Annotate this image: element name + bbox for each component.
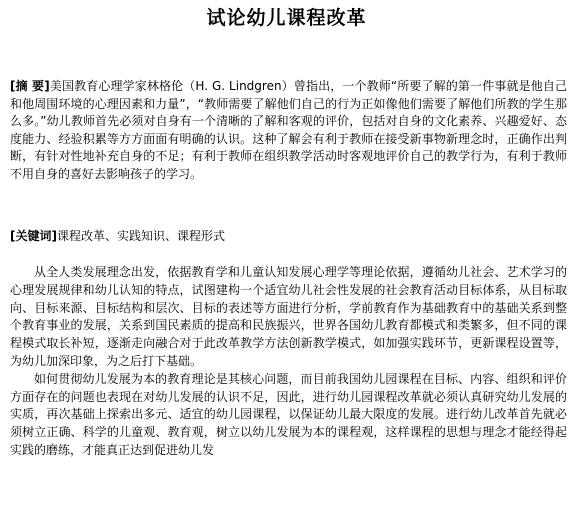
document-title: 试论幼儿课程改革 (206, 7, 367, 29)
keywords-line (10, 228, 567, 246)
abstract-text: 美国教育心理学家林格伦（H. G. Lindgren）曾指出，一个教师“所要了解的第一件事就是他自己和他周围环境的心理因素和力量”，“教师需要了解他们自己的行为正如像他们需要了解他们所教的学生那么多。”幼儿教师首先必须对自身有一个清晰的了解和客观的评价，包括对自身的文化素养、兴趣爱好、态度能力、经验积累等方方面面有明确的认识。这种了解会有利于教师在接受新事物新理念时，正确作出判断，有针对性地补充自身的不足；有利于教师在组织教学活动时客观地评价自己的教学行为，有利于教师不用自身的喜好去影响孩子的学习。 (10, 79, 567, 181)
keywords-text: 课程改革、实践知识、课程形式 (56, 229, 225, 243)
abstract-paragraph (10, 78, 567, 184)
abstract-label: [摘 要] (10, 79, 50, 93)
body-paragraph-1: 从全人类发展理念出发，依据教育学和儿童认知发展心理学等理论依据，遵循幼儿社会、艺术学习的心理发展规律和幼儿认知的特点，试图建构一个适宜幼儿社会性发展的社会教育活动目标体系，从目标取向、目标来源、目标结构和层次、目标的表述等方面进行分析，学前教育作为基础教育中的基础关系到整个教育事业的发展，关系到国民素质的提高和民族振兴，世界各国幼儿教育都模式和类繁多，但不同的课程模式取长补短，逐渐走向融合对于此改革教学方法创新教学模式，如加强实践环节，更新课程设置等，为幼儿加深印象，为之后打下基础。 (10, 265, 567, 368)
keywords-label: [关键词] (10, 229, 57, 243)
body-paragraph-2: 如何贯彻幼儿发展为本的教育理论是其核心问题，而目前我国幼儿园课程在目标、内容、组织和评价方面存在的问题也表现在对幼儿发展的认识不足，因此，进行幼儿园课程改革就必须认真研究幼儿发展的实质，再次基础上探索出多元、适宜的幼儿园课程，以保证幼儿最大限度的发展。进行幼儿改革首先就必须树立正确、科学的儿童观、教育观，树立以幼儿发展为本的课程观，这样课程的思想与理念才能经得起实践的磨练，才能真正达到促进幼儿发 (10, 371, 567, 457)
body-text (10, 264, 567, 460)
